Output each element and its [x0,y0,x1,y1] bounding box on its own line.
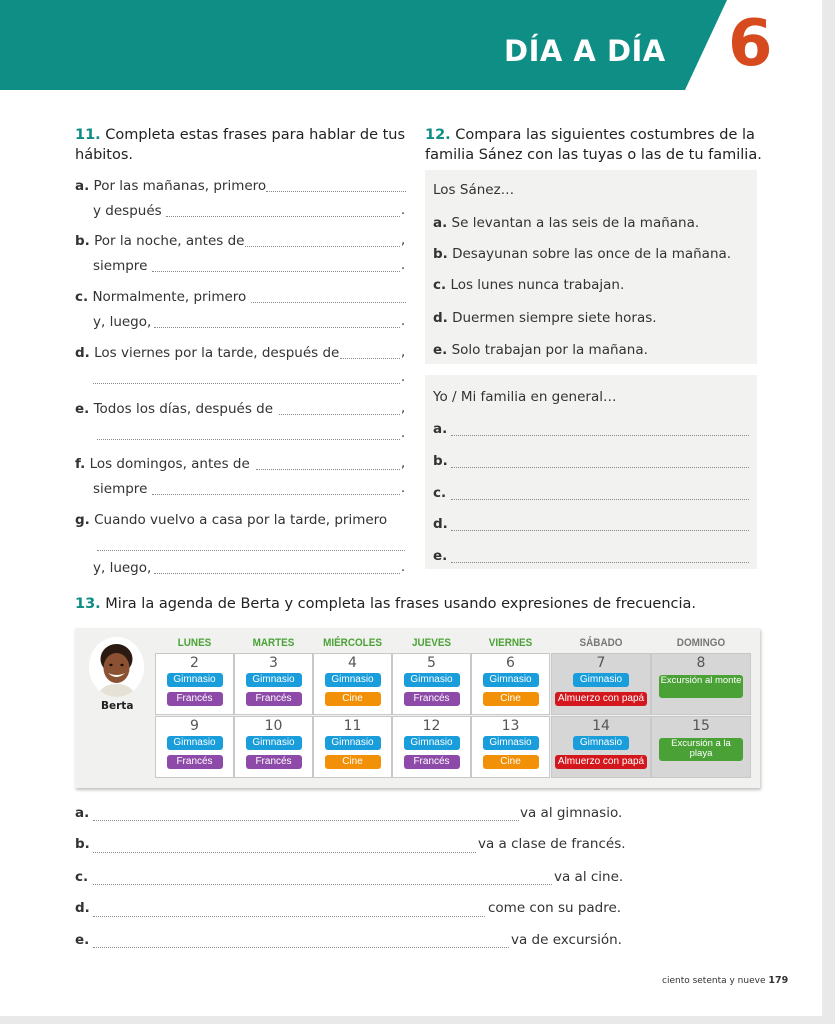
ex11-title-line1: Completa estas frases para hablar de tus [105,127,406,143]
activity-tag-frances: Francés [246,755,302,769]
ex11-item-f-line1 [75,456,250,472]
activity-tag-gimnasio: Gimnasio [573,673,629,687]
ex11-b2-blank[interactable] [152,271,400,272]
calendar-day-5 [392,653,471,715]
ex11-a1-blank[interactable] [266,191,406,192]
ex12-sanez-item-e [433,342,648,358]
ex11-c2-blank[interactable] [154,327,400,328]
activity-tag-gimnasio: Gimnasio [404,673,460,687]
activity-tag-gimnasio: Gimnasio [325,736,381,750]
calendar-date-number: 7 [596,655,606,671]
ex12-sanez-text-b: Desayunan sobre las once de la mañana. [452,246,732,262]
calendar-date-number: 8 [696,655,706,671]
activity-tag-gimnasio: Gimnasio [404,736,460,750]
ex11-item-b-line2: siempre [93,258,148,274]
ex11-item-c-line2: y, luego, [93,314,152,330]
ex12-sanez-item-c [433,277,624,293]
page-number-words: ciento setenta y nueve [662,976,766,986]
activity-tag-frances: Francés [246,692,302,706]
page-footer [662,975,788,986]
calendar-day-15 [651,716,751,778]
ex11-e2-period: . [401,426,406,441]
ex11-letter-d: d. [75,345,90,361]
day-header-martes: MARTES [252,637,295,649]
ex11-e2-blank[interactable] [97,439,400,440]
ex11-c1-blank[interactable] [251,302,406,303]
ex12-sanez-text-d: Duermen siempre siete horas. [452,310,657,326]
ex11-f1-comma: , [401,456,406,471]
ex11-g3-blank[interactable] [154,573,400,574]
calendar-date-number: 4 [348,655,357,671]
ex11-item-g-line1 [75,512,387,528]
calendar-date-number: 14 [592,718,610,734]
ex12-sanez-item-a [433,215,699,231]
ex11-a1-text: Por las mañanas, primero [93,178,267,194]
ex13-answer-ending-a: va al gimnasio. [520,805,623,821]
ex13-answer-blank-d[interactable] [93,916,485,917]
ex12-sanez-text-a: Se levantan a las seis de la mañana. [451,215,700,231]
ex11-d2-blank[interactable] [93,383,400,384]
ex12-family-blank-b[interactable] [451,467,749,468]
activity-tag-gimnasio: Gimnasio [573,736,629,750]
ex11-letter-b: b. [75,233,90,249]
berta-avatar [89,637,144,697]
ex11-f1-blank[interactable] [256,469,400,470]
activity-tag-gimnasio: Gimnasio [325,673,381,687]
calendar-day-8 [651,653,751,715]
activity-tag-cine: Cine [483,755,539,769]
page-number: 179 [768,975,789,986]
ex11-b1-text: Por la noche, antes de [94,233,245,249]
ex11-item-a-line2: y después [93,203,162,219]
ex11-b1-comma: , [401,233,406,248]
ex11-d1-blank[interactable] [340,358,400,359]
activity-tag-gimnasio: Gimnasio [483,736,539,750]
calendar-day-6 [471,653,550,715]
calendar-day-7 [551,653,651,715]
activity-tag-frances: Francés [167,755,223,769]
activity-tag-frances: Francés [404,692,460,706]
activity-tag-cine: Cine [483,692,539,706]
ex12-sanez-letter-c: c. [433,277,447,293]
ex11-d1-text: Los viernes por la tarde, después de [94,345,340,361]
calendar-day-3 [234,653,313,715]
ex11-title-line2: hábitos. [75,147,134,163]
ex11-f2-blank[interactable] [152,494,400,495]
calendar-day-13 [471,716,550,778]
ex13-answer-letter-b: b. [75,836,90,852]
calendar-date-number: 3 [269,655,278,671]
ex11-a2-period: . [401,203,406,218]
activity-tag-gimnasio: Gimnasio [246,673,302,687]
calendar-day-9 [155,716,234,778]
ex13-answer-letter-e: e. [75,932,90,948]
ex12-sanez-text-c: Los lunes nunca trabajan. [450,277,625,293]
ex12-sanez-box [425,170,757,364]
activity-tag-excursion-al-monte: Excursión al monte [659,675,743,698]
calendar-date-number: 11 [343,718,362,734]
ex13-answer-letter-d: d. [75,900,90,916]
activity-tag-excursion-a-la-playa: Excursión a la playa [659,738,743,761]
activity-tag-almuerzo-con-papa: Almuerzo con papá [555,755,647,769]
day-header-viernes: VIERNES [488,637,533,649]
ex13-answer-blank-c[interactable] [93,884,552,885]
activity-tag-almuerzo-con-papa: Almuerzo con papá [555,692,647,706]
ex12-sanez-intro: Los Sánez… [433,182,515,198]
ex12-title-line2: familia Sánez con las tuyas o las de tu familia. [425,147,762,163]
day-header-domingo: DOMINGO [676,637,726,649]
activity-tag-gimnasio: Gimnasio [167,673,223,687]
calendar-day-2 [155,653,234,715]
ex13-answer-ending-d: come con su padre. [488,900,622,916]
ex13-title [75,594,775,614]
ex12-family-letter-a: a. [433,421,448,437]
activity-tag-cine: Cine [325,692,381,706]
ex11-c1-text: Normalmente, primero [92,289,247,305]
calendar-date-number: 12 [422,718,441,734]
ex11-g1-text: Cuando vuelvo a casa por la tarde, primero [94,512,388,528]
calendar-date-number: 10 [264,718,283,734]
ex12-family-letter-c: c. [433,485,447,501]
ex12-sanez-letter-a: a. [433,215,448,231]
calendar-date-number: 5 [427,655,436,671]
activity-tag-gimnasio: Gimnasio [483,673,539,687]
ex13-answer-ending-c: va al cine. [554,869,624,885]
ex12-family-blank-e[interactable] [451,562,749,563]
day-header-lunes: LUNES [177,637,212,649]
ex12-family-letter-b: b. [433,453,448,469]
ex11-d2-period: . [401,370,406,385]
ex12-family-letter-d: d. [433,516,448,532]
ex11-g2-blank[interactable] [97,550,405,551]
ex12-family-blank-c[interactable] [451,499,749,500]
activity-tag-gimnasio: Gimnasio [246,736,302,750]
ex11-letter-f: f. [75,456,86,472]
activity-tag-frances: Francés [404,755,460,769]
calendar-day-10 [234,716,313,778]
ex13-answer-ending-b: va a clase de francés. [478,836,626,852]
ex11-c2-period: . [401,314,406,329]
ex13-answer-blank-b[interactable] [93,852,476,853]
ex12-family-letter-e: e. [433,548,448,564]
page-edge-right [822,0,835,1024]
ex13-answer-letter-a: a. [75,805,90,821]
ex12-family-blank-a[interactable] [451,435,749,436]
ex11-f1-text: Los domingos, antes de [89,456,250,472]
calendar-day-11 [313,716,392,778]
ex11-e1-blank[interactable] [279,414,400,415]
header-title: DÍA A DÍA [504,34,666,68]
ex11-item-c-line1 [75,289,246,305]
ex12-title-line1: Compara las siguientes costumbres de la [455,127,755,143]
ex11-e1-text: Todos los días, después de [93,401,274,417]
ex13-answer-ending-e: va de excursión. [511,932,622,948]
ex13-answer-letter-c: c. [75,869,89,885]
ex13-answer-blank-a[interactable] [93,820,519,821]
ex13-number: 13. [75,596,101,612]
berta-label: Berta [101,700,134,712]
activity-tag-frances: Francés [167,692,223,706]
ex11-b2-period: . [401,258,406,273]
calendar-date-number: 9 [190,718,199,734]
ex11-number: 11. [75,127,101,143]
ex11-letter-c: c. [75,289,89,305]
ex13-title-text: Mira la agenda de Berta y completa las frases usando expresiones de frecuencia. [105,596,697,612]
calendar-day-12 [392,716,471,778]
ex11-f2-period: . [401,481,406,496]
ex11-item-e-line1 [75,401,273,417]
ex12-family-blank-d[interactable] [451,530,749,531]
ex12-sanez-letter-d: d. [433,310,448,326]
ex11-item-g-line3: y, luego, [93,560,152,576]
ex11-item-b-line1 [75,233,244,249]
ex12-sanez-letter-e: e. [433,342,448,358]
ex11-d1-comma: , [401,345,406,360]
page-edge-bottom [0,1016,835,1024]
activity-tag-gimnasio: Gimnasio [167,736,223,750]
header-cut-shape [0,0,835,90]
activity-tag-cine: Cine [325,755,381,769]
unit-number: 6 [728,7,773,81]
ex11-item-a-line1 [75,178,266,194]
calendar-date-number: 2 [190,655,199,671]
ex12-sanez-item-d [433,310,657,326]
ex11-item-f-line2: siempre [93,481,148,497]
ex12-sanez-letter-b: b. [433,246,448,262]
calendar-date-number: 15 [692,718,710,734]
ex11-item-d-line1 [75,345,339,361]
ex11-b1-blank[interactable] [245,246,400,247]
ex11-g3-period: . [401,560,406,575]
ex12-sanez-text-e: Solo trabajan por la mañana. [451,342,648,358]
ex11-title [75,125,415,165]
ex11-a2-blank[interactable] [166,216,400,217]
ex12-sanez-item-b [433,246,731,262]
ex12-family-intro: Yo / Mi familia en general… [433,389,617,405]
day-header-jueves: JUEVES [411,637,452,649]
ex13-answer-blank-e[interactable] [93,947,509,948]
ex12-title [425,125,765,165]
calendar-date-number: 6 [506,655,515,671]
calendar-day-4 [313,653,392,715]
day-header-miercoles: MIÉRCOLES [323,637,382,649]
calendar-day-14 [551,716,651,778]
calendar-date-number: 13 [501,718,520,734]
berta-portrait-icon [89,637,144,697]
ex11-letter-g: g. [75,512,90,528]
ex12-number: 12. [425,127,451,143]
ex11-letter-a: a. [75,178,90,194]
day-header-sabado: SÁBADO [579,637,623,649]
ex11-e1-comma: , [401,401,406,416]
ex11-letter-e: e. [75,401,90,417]
